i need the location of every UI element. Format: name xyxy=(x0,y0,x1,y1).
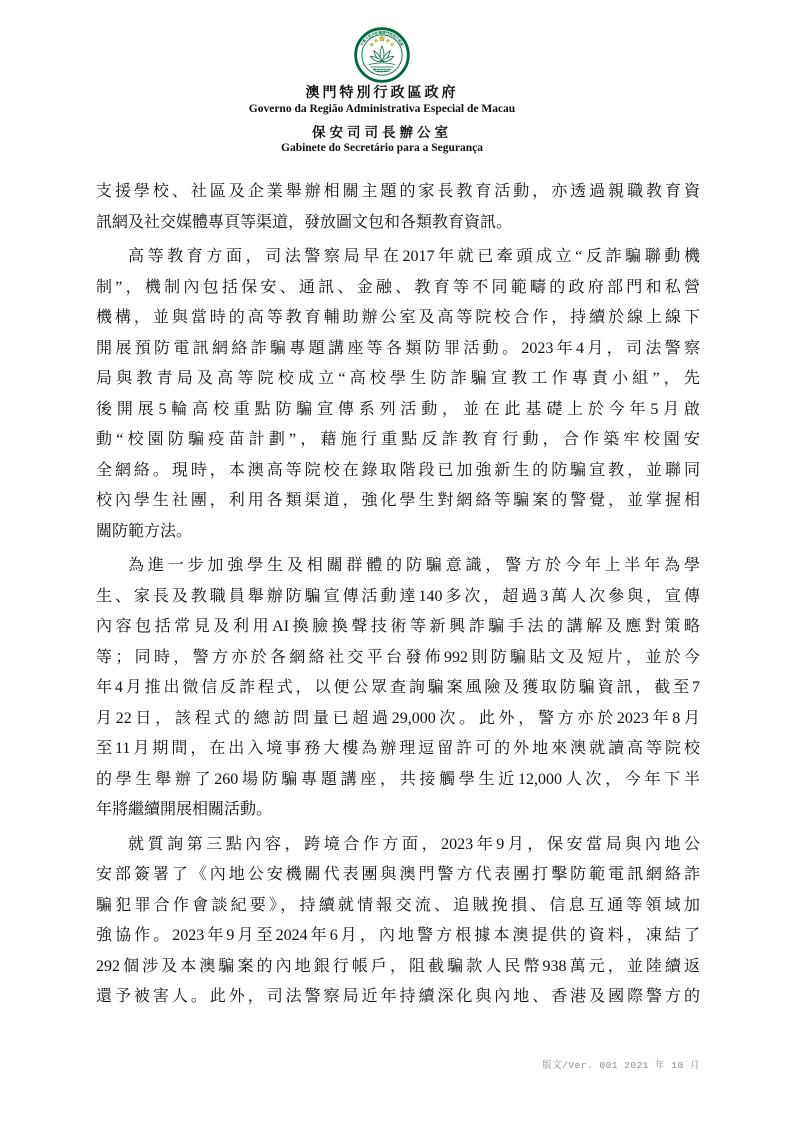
text-line: 高等教育方面，司法警察局早在2017年就已牽頭成立“反詐騙聯動機 xyxy=(128,248,700,265)
text-line: 開展預防電訊網絡詐騙專題講座等各類防罪活動。2023年4月，司法警察 xyxy=(96,339,700,357)
text-line: 機構，並與當時的高等教育輔助辦公室及高等院校合作，持續於線上線下 xyxy=(96,309,700,326)
paragraph xyxy=(96,830,700,1013)
text-line: 的學生舉辦了260場防騙專題講座，共接觸學生近12,000人次，今年下半 xyxy=(96,770,700,788)
version-note: 版文/Ver. 001 2021 年 10 月 xyxy=(542,1060,700,1071)
text-line: 校內學生社團，利用各類渠道，強化學生對網絡等騙案的警覺，並掌握相 xyxy=(96,492,700,509)
letterhead xyxy=(0,0,764,155)
paragraph xyxy=(96,242,700,547)
text-line: 還予被害人。此外，司法警察局近年持續深化與內地、香港及國際警方的 xyxy=(96,988,700,1005)
text-line: 後開展5輪高校重點防騙宣傳系列活動，並在此基礎上於今年5月啟 xyxy=(96,400,700,418)
text-line: 月22日，該程式的總訪問量已超過29,000次。此外，警方亦於2023年8月 xyxy=(96,709,700,727)
text-line: 全網絡。現時，本澳高等院校在錄取階段已加強新生的防騙宣教，並聯同 xyxy=(96,461,700,479)
text-line: 至11月期間，在出入境事務大樓為辦理逗留許可的外地來澳就讀高等院校 xyxy=(96,740,700,757)
text-line: 騙犯罪合作會談紀要》，持續就情報交流、追賊挽損、信息互通等領域加 xyxy=(96,896,700,914)
text-line: 訊網及社交媒體專頁等渠道，發放圖文包和各類教育資訊。 xyxy=(96,213,513,231)
text-line: 年4月推出微信反詐程式，以便公眾查詢騙案風險及獲取防騙資訊，截至7 xyxy=(96,679,700,696)
text-line: 制”，機制內包括保安、通訊、金融、教育等不同範疇的政府部門和私營 xyxy=(96,278,700,296)
office-name-chinese: 保安司司長辦公室 xyxy=(312,125,452,140)
text-line: 年將繼續開展相關活動。 xyxy=(96,801,273,818)
office-name-portuguese: Gabinete do Secretário para a Segurança xyxy=(281,142,483,154)
government-name-portuguese: Governo da Região Administrativa Especial de Macau xyxy=(248,103,516,115)
text-line: 內容包括常見及利用AI換臉換聲技術等新興詐騙手法的講解及應對策略 xyxy=(96,618,700,635)
text-line: 安部簽署了《內地公安機關代表團與澳門警方代表團打擊防範電訊網絡詐 xyxy=(96,866,700,883)
document-body xyxy=(96,177,700,1013)
text-line: 局與教青局及高等院校成立“高校學生防詐騙宣教工作專責小組”，先 xyxy=(96,370,700,387)
text-line: 為進一步加強學生及相關群體的防騙意識，警方於今年上半年為學 xyxy=(128,557,700,574)
paragraph xyxy=(96,551,700,826)
text-line: 就質詢第三點內容，跨境合作方面，2023年9月，保安當局與內地公 xyxy=(128,835,700,853)
text-line: 動“校園防騙疫苗計劃”，藉施行重點反詐教育行動，合作築牢校園安 xyxy=(96,431,700,448)
text-line: 292個涉及本澳騙案的內地銀行帳戶，阻截騙款人民幣938萬元，並陸續返 xyxy=(96,957,700,975)
text-line: 生、家長及教職員舉辦防騙宣傳活動達140多次，超過3萬人次參與，宣傳 xyxy=(96,587,700,605)
text-line: 等；同時，警方亦於各網絡社交平台發佈992則防騙貼文及短片，並於今 xyxy=(96,648,700,666)
emblem-ring-text-top: 中華人民共和國澳門特別行政區 xyxy=(359,30,405,47)
text-line: 支援學校、社區及企業舉辦相關主題的家長教育活動，亦透過親職教育資 xyxy=(96,183,700,200)
text-line: 強協作。2023年9月至2024年6月，內地警方根據本澳提供的資料，凍結了 xyxy=(96,927,700,944)
government-name-chinese: 澳門特別行政區政府 xyxy=(305,86,459,101)
emblem-ring-text-bottom: MACAU xyxy=(372,67,392,74)
text-line: 關防範方法。 xyxy=(96,522,193,540)
macau-government-emblem xyxy=(354,27,410,83)
paragraph xyxy=(96,177,700,238)
